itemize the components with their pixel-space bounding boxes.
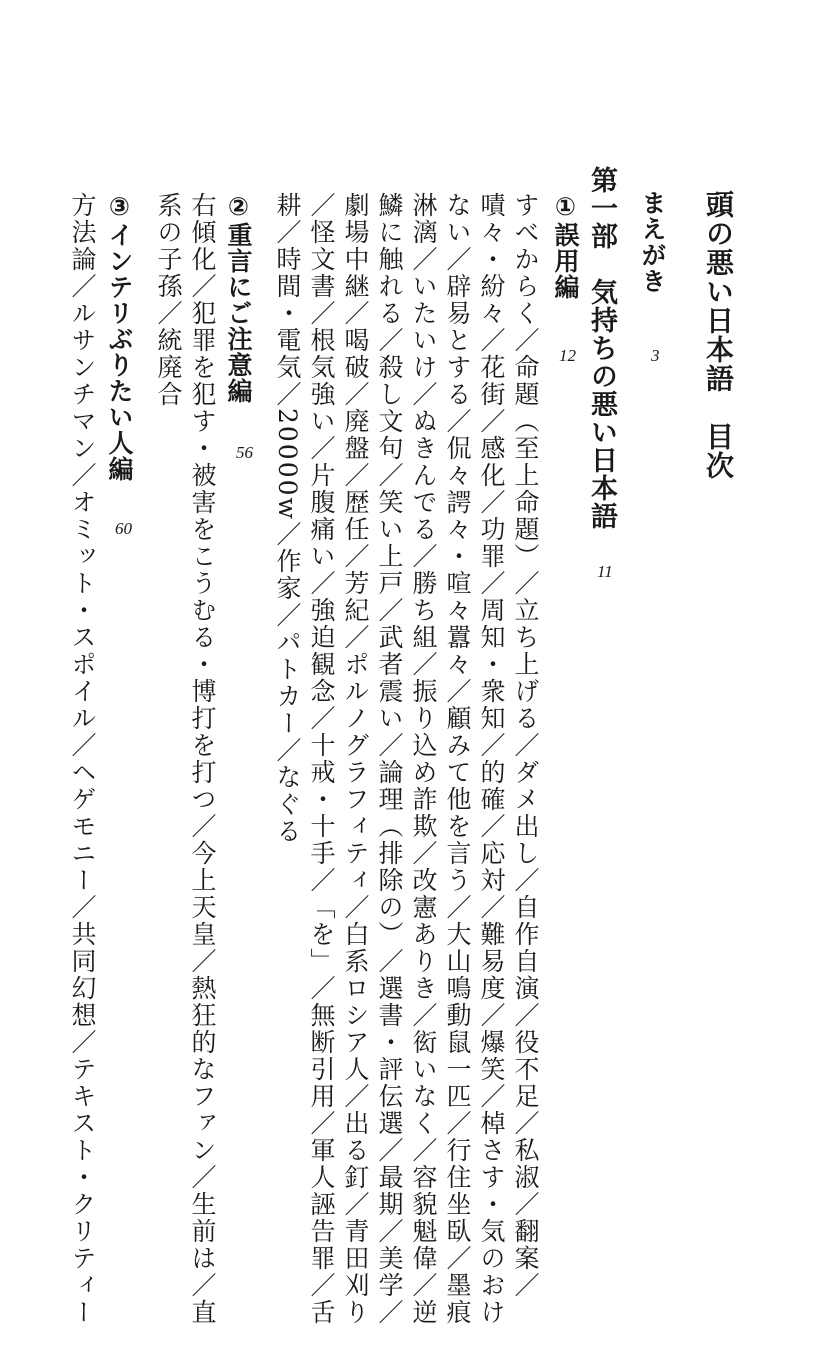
- page-number-maegaki: 3: [651, 346, 660, 365]
- toc-text-line: ／怪文書／根気強い／片腹痛い／強迫観念／十戒・十手／「を」／無断引用／軍人誣告罪／舌: [307, 192, 336, 1326]
- toc-text-line: 鱗に触れる／殺し文句／笑い上戸／武者震い／論理（排除の）／選書・評伝選／最期／美学／: [375, 192, 404, 1326]
- page-number-misuse: 12: [559, 346, 576, 365]
- section-heading-pseudo-intellectual[interactable]: ③インテリぶりたい人編: [105, 192, 134, 482]
- toc-text-line: すべからく／命題（至上命題）／立ち上げる／ダメ出し／自作自演／役不足／私淑／翻案／: [511, 192, 540, 1299]
- toc-text-line: 嘖々・紛々／花街／感化／功罪／周知・衆知／的確／応対／難易度／爆笑／棹さす・気のおけ: [477, 192, 506, 1326]
- page-number-part1: 11: [597, 562, 613, 581]
- section-heading-redundancy[interactable]: ②重言にご注意編: [224, 192, 253, 404]
- toc-text-line: 右傾化／犯罪を犯す・被害をこうむる・博打を打つ／今上天皇／熱狂的なファン／生前は／直: [188, 192, 217, 1326]
- part-heading-1[interactable]: 第一部 気持ちの悪い日本語: [586, 166, 617, 530]
- toc-text-line: 劇場中継／喝破／廃盤／歴任／芳紀／ポルノグラフィティ／白系ロシア人／出る釘／青田刈り: [341, 192, 370, 1326]
- toc-text-line: 系の子孫／統廃合: [154, 192, 183, 408]
- toc-title: 頭の悪い日本語 目次: [702, 190, 735, 480]
- page-number-redundancy: 56: [236, 443, 253, 462]
- section-heading-misuse[interactable]: ①誤用編: [551, 192, 580, 300]
- toc-text-line: 方法論／ルサンチマン／オミット・スポイル／ヘゲモニー／共同幻想／テキスト・クリティー: [68, 192, 97, 1326]
- toc-text-line: 耕／時間・電気／20000w／作家／パトカー／なぐる: [273, 192, 302, 845]
- toc-entry-maegaki[interactable]: まえがき: [638, 190, 667, 294]
- page-number-pseudo-intellectual: 60: [115, 519, 132, 538]
- toc-text-line: ない／辟易とする／侃々諤々・喧々囂々／顧みて他を言う／大山鳴動鼠一匹／行住坐臥／墨痕: [443, 192, 472, 1326]
- toc-text-line: 淋漓／いたいけ／ぬきんでる／勝ち組／振り込め詐欺／改憲ありき／衒いなく／容貌魁偉／逆: [409, 192, 438, 1326]
